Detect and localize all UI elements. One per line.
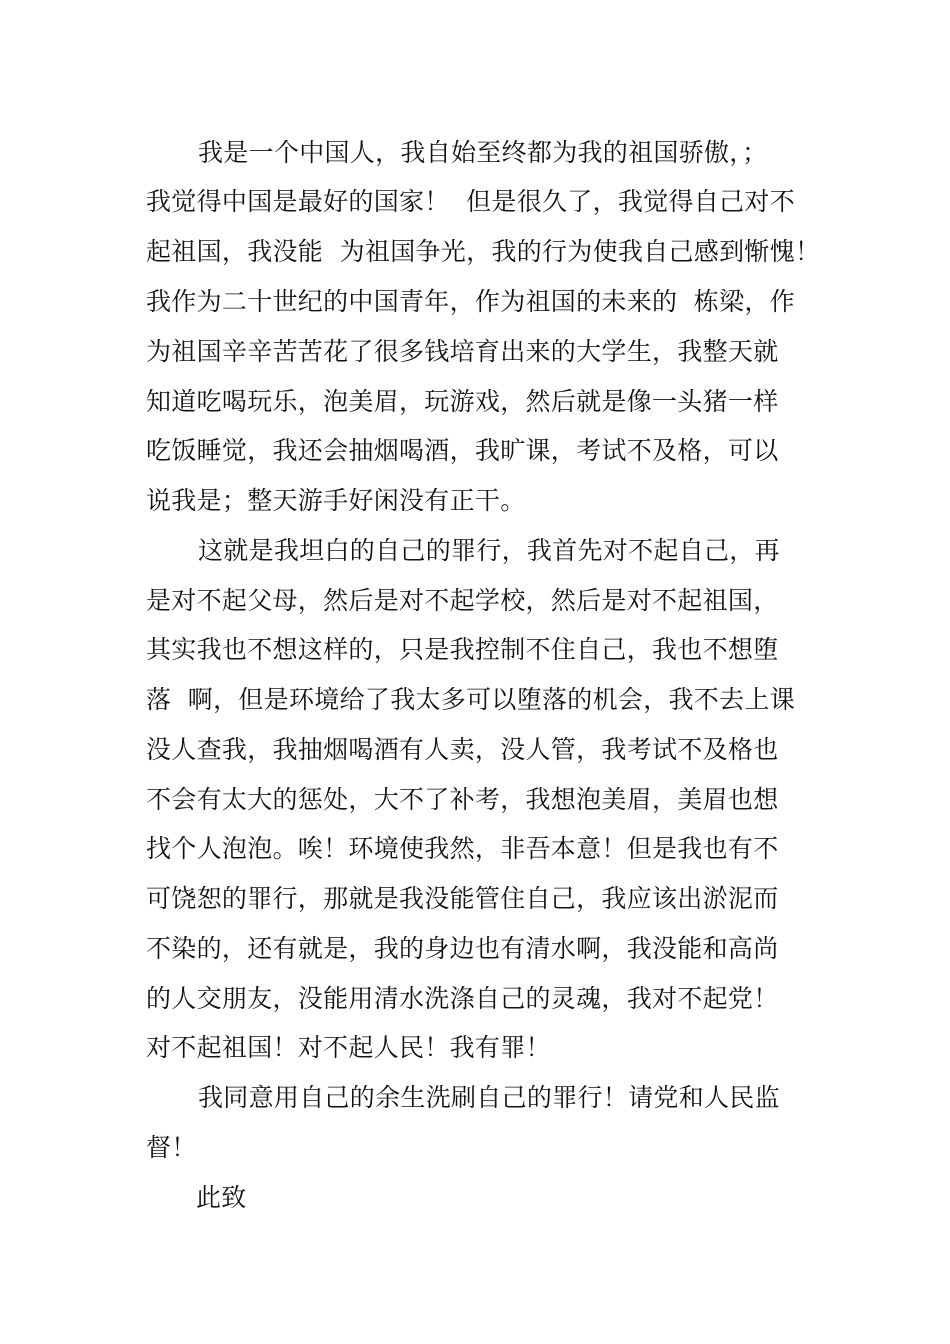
paragraph-2-line-7: 找个人泡泡。唉！环境使我然，非吾本意！但是我也有不 bbox=[146, 834, 779, 863]
paragraph-2-line-2: 是对不起父母，然后是对不起学校，然后是对不起祖国， bbox=[146, 586, 779, 615]
paragraph-2-line-1: 这就是我坦白的自己的罪行，我首先对不起自己，再 bbox=[198, 536, 780, 565]
closing-text: 此致 bbox=[196, 1183, 247, 1212]
paragraph-1-line-1: 我是一个中国人，我自始至终都为我的祖国骄傲，； bbox=[198, 138, 768, 167]
paragraph-2-line-3: 其实我也不想这样的，只是我控制不住自己，我也不想堕 bbox=[146, 635, 779, 664]
paragraph-1-line-3: 起祖国，我没能 为祖国争光，我的行为使我自己感到惭愧！ bbox=[146, 237, 821, 266]
paragraph-2-line-5: 没人查我，我抽烟喝酒有人卖，没人管，我考试不及格也 bbox=[146, 735, 779, 764]
paragraph-2-line-6: 不会有太大的惩处，大不了补考，我想泡美眉，美眉也想 bbox=[146, 785, 779, 814]
paragraph-1-line-7: 吃饭睡觉，我还会抽烟喝酒，我旷课，考试不及格，可以 bbox=[146, 436, 779, 465]
paragraph-2-line-4: 落 啊，但是环境给了我太多可以堕落的机会，我不去上课 bbox=[146, 685, 795, 714]
paragraph-2-line-9: 不染的，还有就是，我的身边也有清水啊，我没能和高尚 bbox=[146, 934, 779, 963]
paragraph-1-line-2: 我觉得中国是最好的国家！ 但是很久了，我觉得自己对不 bbox=[146, 187, 795, 216]
paragraph-1-line-4: 我作为二十世纪的中国青年，作为祖国的未来的 栋梁，作 bbox=[146, 287, 795, 316]
paragraph-1-line-5: 为祖国辛辛苦苦花了很多钱培育出来的大学生，我整天就 bbox=[146, 337, 779, 366]
paragraph-1-line-8: 说我是；整天游手好闲没有正干。 bbox=[146, 486, 526, 515]
paragraph-2-line-10: 的人交朋友，没能用清水洗涤自己的灵魂，我对不起党！ bbox=[146, 984, 779, 1013]
paragraph-3-line-1: 我同意用自己的余生洗刷自己的罪行！请党和人民监 bbox=[198, 1083, 780, 1112]
paragraph-1-line-6: 知道吃喝玩乐，泡美眉，玩游戏，然后就是像一头猪一样 bbox=[146, 387, 779, 416]
paragraph-2-line-11: 对不起祖国！对不起人民！我有罪！ bbox=[146, 1033, 551, 1062]
paragraph-3-line-2: 督！ bbox=[146, 1133, 197, 1162]
paragraph-2-line-8: 可饶恕的罪行，那就是我没能管住自己，我应该出淤泥而 bbox=[146, 884, 779, 913]
